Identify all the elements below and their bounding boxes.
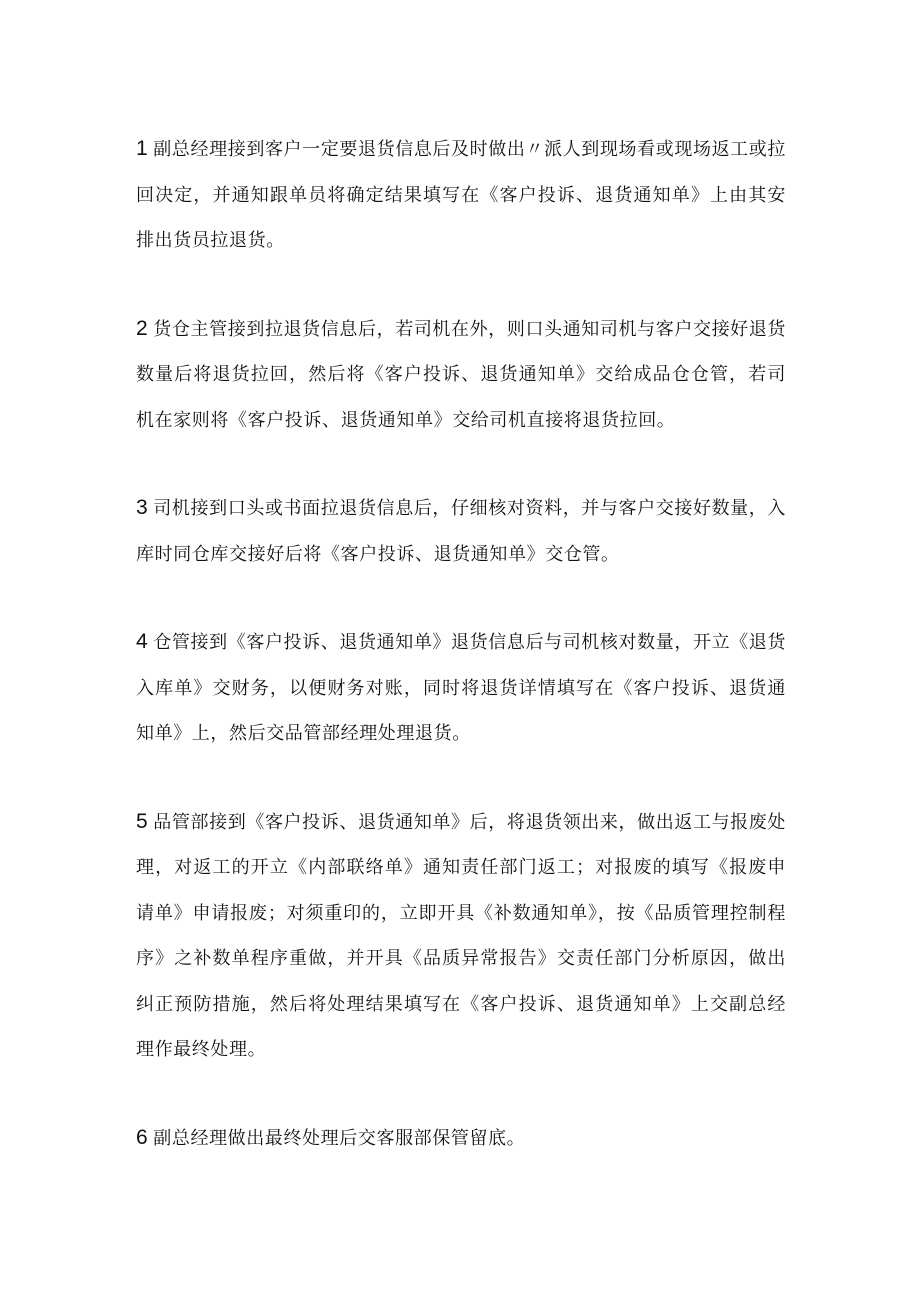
paragraph-3 bbox=[136, 485, 786, 577]
paragraph-number: 2 bbox=[136, 316, 149, 340]
paragraph-number: 3 bbox=[136, 496, 149, 519]
paragraph-text: 副总经理接到客户一定要退货信息后及时做出〃派人到现场看或现场返工或拉回决定，并通知跟单员将确定结果填写在《客户投诉、退货通知单》上由其安排出货员拉退货。 bbox=[136, 139, 786, 251]
paragraph-4 bbox=[136, 619, 786, 757]
document-body bbox=[136, 126, 786, 1203]
paragraph-number: 6 bbox=[136, 1125, 149, 1149]
paragraph-number: 5 bbox=[136, 809, 149, 833]
paragraph-number: 1 bbox=[136, 137, 149, 160]
paragraph-1 bbox=[136, 126, 786, 264]
paragraph-text: 副总经理做出最终处理后交客服部保管留底。 bbox=[153, 1127, 526, 1149]
paragraph-number: 4 bbox=[136, 630, 149, 653]
paragraph-2 bbox=[136, 306, 786, 444]
paragraph-text: 货仓主管接到拉退货信息后，若司机在外，则口头通知司机与客户交接好退货数量后将退货拉回，然后将《客户投诉、退货通知单》交给成品仓仓管，若司机在家则将《客户投诉、退货通知单》交给司机直接将退货拉回。 bbox=[136, 318, 786, 431]
paragraph-5 bbox=[136, 799, 786, 1073]
paragraph-text: 仓管接到《客户投诉、退货通知单》退货信息后与司机核对数量，开立《退货入库单》交财务，以便财务对账，同时将退货详情填写在《客户投诉、退货通知单》上，然后交品管部经理处理退货。 bbox=[136, 632, 786, 744]
paragraph-text: 品管部接到《客户投诉、退货通知单》后，将退货领出来，做出返工与报废处理，对返工的开立《内部联络单》通知责任部门返工；对报废的填写《报废申请单》申请报废；对须重印的，立即开具《补数通知单》，按《品质管理控制程序》之补数单程序重做，并开具《品质异常报告》交责任部门分析原因，做出纠正预防措施，然后将处理结果填写在《客户投诉、退货通知单》上交副总经理作最终处理。 bbox=[136, 811, 786, 1060]
paragraph-6 bbox=[136, 1115, 786, 1162]
paragraph-text: 司机接到口头或书面拉退货信息后，仔细核对资料，并与客户交接好数量，入库时同仓库交接好后将《客户投诉、退货通知单》交仓管。 bbox=[136, 498, 786, 565]
